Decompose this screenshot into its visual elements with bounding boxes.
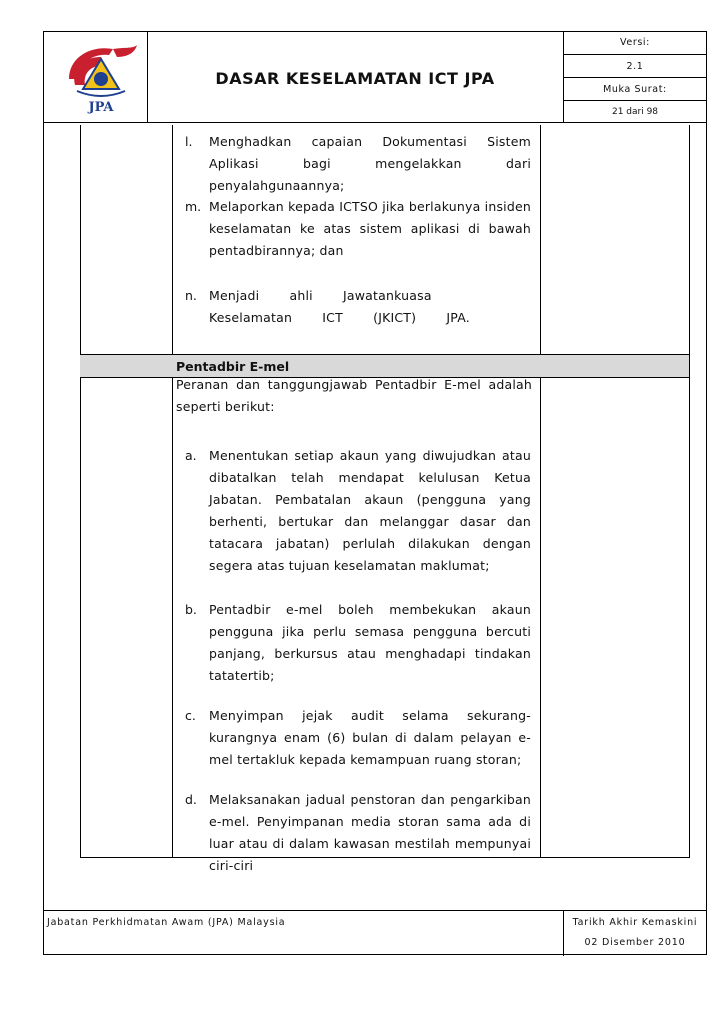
list-item-text: Melaporkan kepada ICTSO jika berlakunya insiden keselamatan ke atas sistem aplikasi di bawah pentadbirannya; dan [209, 199, 531, 258]
jpa-logo [61, 39, 141, 117]
footer-organization: Jabatan Perkhidmatan Awam (JPA) Malaysia [47, 917, 286, 928]
list-item-text: Pentadbir e-mel boleh membekukan akaun pengguna jika perlu semasa pengguna bercuti panjang, berkursus atau menghadapi tindakan tatatertib; [209, 602, 531, 683]
header-divider [43, 122, 707, 123]
header-divider [563, 77, 707, 78]
section-heading: Pentadbir E-mel [176, 359, 290, 374]
header-divider [563, 54, 707, 55]
list-item [176, 131, 536, 193]
table-border [172, 125, 173, 858]
list-item [176, 445, 536, 577]
logo-lettering: JPA [88, 100, 114, 115]
list-item-text: Menghadkan capaian Dokumentasi Sistem Aplikasi bagi mengelakkan dari penyalahgunaannya; [209, 134, 531, 193]
list-marker: d. [185, 792, 197, 807]
table-border [80, 125, 81, 858]
last-updated-label: Tarikh Akhir Kemaskini [572, 917, 698, 928]
document-title: DASAR KESELAMATAN ICT JPA [215, 69, 495, 88]
document-footer [43, 910, 707, 956]
list-item-text: Menentukan setiap akaun yang diwujudkan atau dibatalkan telah mendapat kelulusan Ketua Jabatan. Pembatalan akaun (pengguna yang berhenti, bertukar dan melanggar dasar dan tatacara jabatan) perlulah dilakukan dengan segera atas tujuan keselamatan maklumat; [209, 448, 531, 573]
list-item [176, 285, 536, 329]
list-marker: l. [185, 134, 193, 149]
list-item-text: Melaksanakan jadual penstoran dan pengarkiban e-mel. Penyimpanan media storan sama ada di luar atau di dalam kawasan mestilah mempunyai ciri-ciri [209, 792, 531, 873]
document-header [43, 31, 707, 123]
section-intro: Peranan dan tanggungjawab Pentadbir E-mel adalah seperti berikut: [176, 377, 532, 414]
list-item [176, 599, 536, 687]
page-number: 21 dari 98 [611, 107, 659, 117]
list-marker: m. [185, 199, 202, 214]
list-item [176, 705, 536, 771]
list-item-text: Menyimpan jejak audit selama sekurang-kurangnya enam (6) bulan di dalam pelayan e-mel tertakluk kepada kemampuan ruang storan; [209, 708, 531, 767]
page-label: Muka Surat: [603, 84, 667, 95]
version-label: Versi: [620, 37, 650, 48]
table-border [689, 125, 690, 858]
header-divider [563, 100, 707, 101]
content-table [80, 125, 690, 873]
last-updated-date: 02 Disember 2010 [584, 937, 686, 948]
list-marker: n. [185, 288, 197, 303]
list-marker: a. [185, 448, 197, 463]
version-value: 2.1 [626, 61, 644, 72]
list-marker: b. [185, 602, 197, 617]
list-item [176, 196, 536, 262]
list-marker: c. [185, 708, 196, 723]
list-item [176, 789, 536, 873]
table-border [540, 125, 541, 858]
list-item-text: Menjadi ahli Jawatankuasa Keselamatan ICT (JKICT) JPA. [209, 288, 470, 325]
